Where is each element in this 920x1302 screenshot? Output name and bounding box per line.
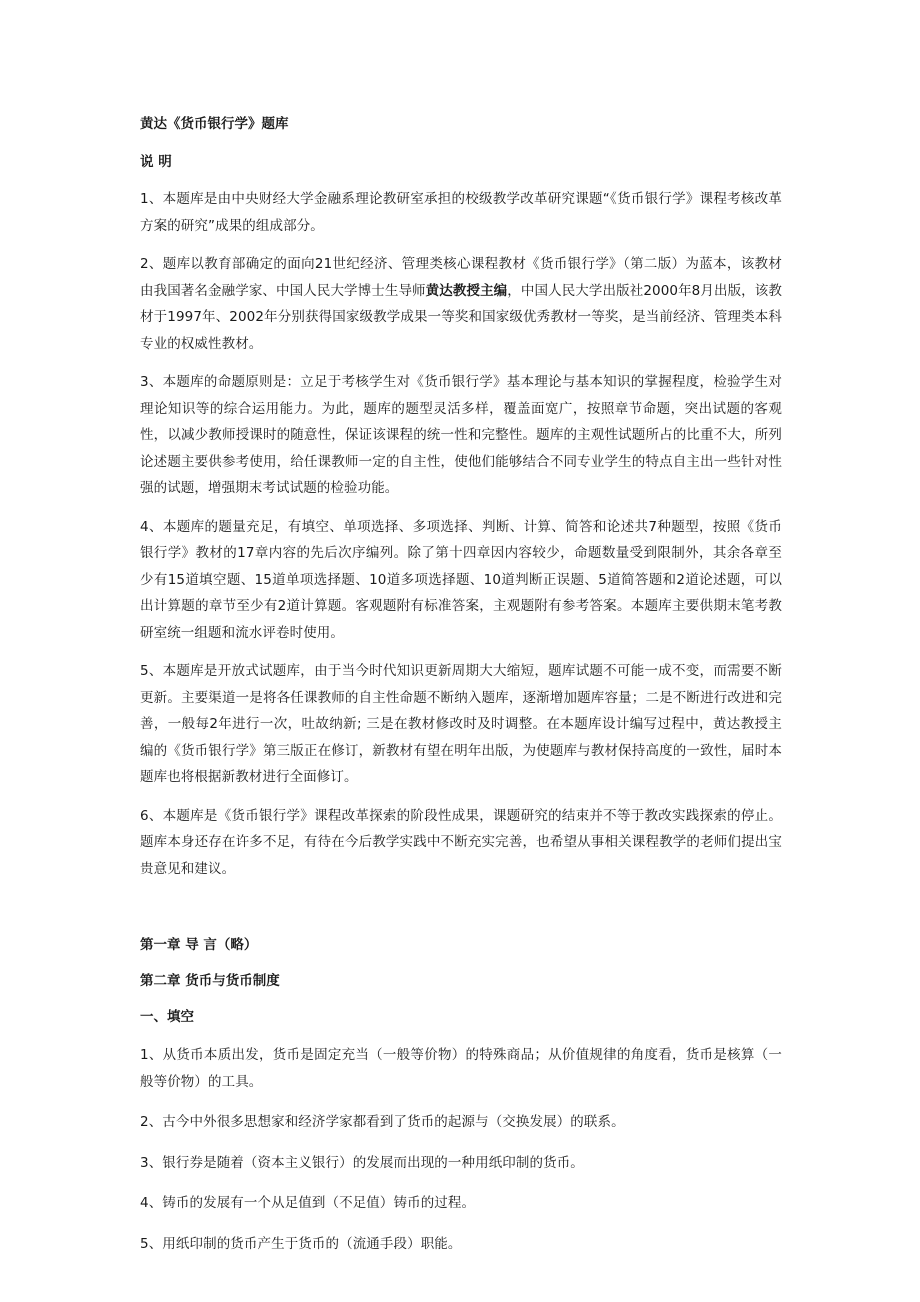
document-page (140, 110, 782, 1257)
intro-paragraph-2-text-a: 2、题库以教育部确定的面向21世纪经济、管理类核心课程教材《货币银行学》（第二版）为蓝本，该教材由我国著名金融学家、中国人民大学博士生导师 (140, 256, 782, 299)
document-title: 黄达《货币银行学》题库 (140, 116, 289, 132)
intro-paragraph-1: 1、本题库是由中央财经大学金融系理论教研室承担的校级教学改革研究课题“《货币银行学》课程考核改革方案的研究”成果的组成部分。 (140, 191, 782, 234)
fill-question-4: 4、铸币的发展有一个从足值到（不足值）铸币的过程。 (140, 1195, 476, 1211)
fill-questions-list (140, 1042, 782, 1257)
intro-paragraph-6: 6、本题库是《货币银行学》课程改革探索的阶段性成果，课题研究的结束并不等于教改实践探索的停止。题库本身还存在许多不足，有待在今后教学实践中不断充实完善，也希望从事相关课程教学的老师们提出宝贵意见和建议。 (140, 807, 782, 877)
chapter-2-heading: 第二章 货币与货币制度 (140, 973, 280, 989)
chapter-1-heading: 第一章 导 言（略） (140, 937, 258, 953)
fill-question-1: 1、从货币本质出发，货币是固定充当（一般等价物）的特殊商品；从价值规律的角度看，货币是核算（一般等价物）的工具。 (140, 1047, 782, 1090)
fill-question-2: 2、古今中外很多思想家和经济学家都看到了货币的起源与（交换发展）的联系。 (140, 1114, 625, 1130)
intro-paragraph-3: 3、本题库的命题原则是：立足于考核学生对《货币银行学》基本理论与基本知识的掌握程度，检验学生对理论知识等的综合运用能力。为此，题库的题型灵活多样，覆盖面宽广，按照章节命题，突出试题的客观性，以减少教师授课时的随意性，保证该课程的统一性和完整性。题库的主观性试题所占的比重不大，所列论述题主要供参考使用，给任课教师一定的自主性，使他们能够结合不同专业学生的特点自主出一些针对性强的试题，增强期末考试试题的检验功能。 (140, 374, 782, 496)
intro-paragraph-4: 4、本题库的题量充足，有填空、单项选择、多项选择、判断、计算、简答和论述共7种题型，按照《货币银行学》教材的17章内容的先后次序编列。除了第十四章因内容较少，命题数量受到限制外，其余各章至少有15道填空题、15道单项选择题、10道多项选择题、10道判断正误题、5道简答题和2道论述题，可以出计算题的章节至少有2道计算题。客观题附有标准答案，主观题附有参考答案。本题库主要供期末笔考教研室统一组题和流水评卷时使用。 (140, 518, 782, 641)
intro-heading: 说 明 (140, 154, 172, 170)
intro-paragraph-2 (140, 251, 782, 357)
intro-paragraph-2-text-b: ，中国人民大学出版社2000年8月出版，该教材于1997年、2002年分别获得国家级教学成果一等奖和国家级优秀教材一等奖，是当前经济、管理类本科专业的权威性教材。 (140, 282, 782, 352)
fill-question-3: 3、银行券是随着（资本主义银行）的发展而出现的一种用纸印制的货币。 (140, 1154, 584, 1171)
intro-paragraph-5: 5、本题库是开放式试题库，由于当今时代知识更新周期大大缩短，题库试题不可能一成不变，而需要不断更新。主要渠道一是将各任课教师的自主性命题不断纳入题库，逐渐增加题库容量；二是不断进行改进和完善，一般每2年进行一次，吐故纳新; 三是在教材修改时及时调整。在本题库设计编写过程中，黄达教授主编的《货币银行学》第三版正在修订，新教材有望在明年出版，为使题库与教材保持高度的一致性，届时本题库也将根据新教材进行全面修订。 (140, 663, 782, 785)
intro-section (140, 186, 782, 882)
section-fill-heading: 一、填空 (140, 1009, 194, 1025)
fill-question-5: 5、用纸印制的货币产生于货币的（流通手段）职能。 (140, 1235, 462, 1252)
intro-paragraph-2-bold-author: 黄达教授主编 (425, 282, 508, 299)
